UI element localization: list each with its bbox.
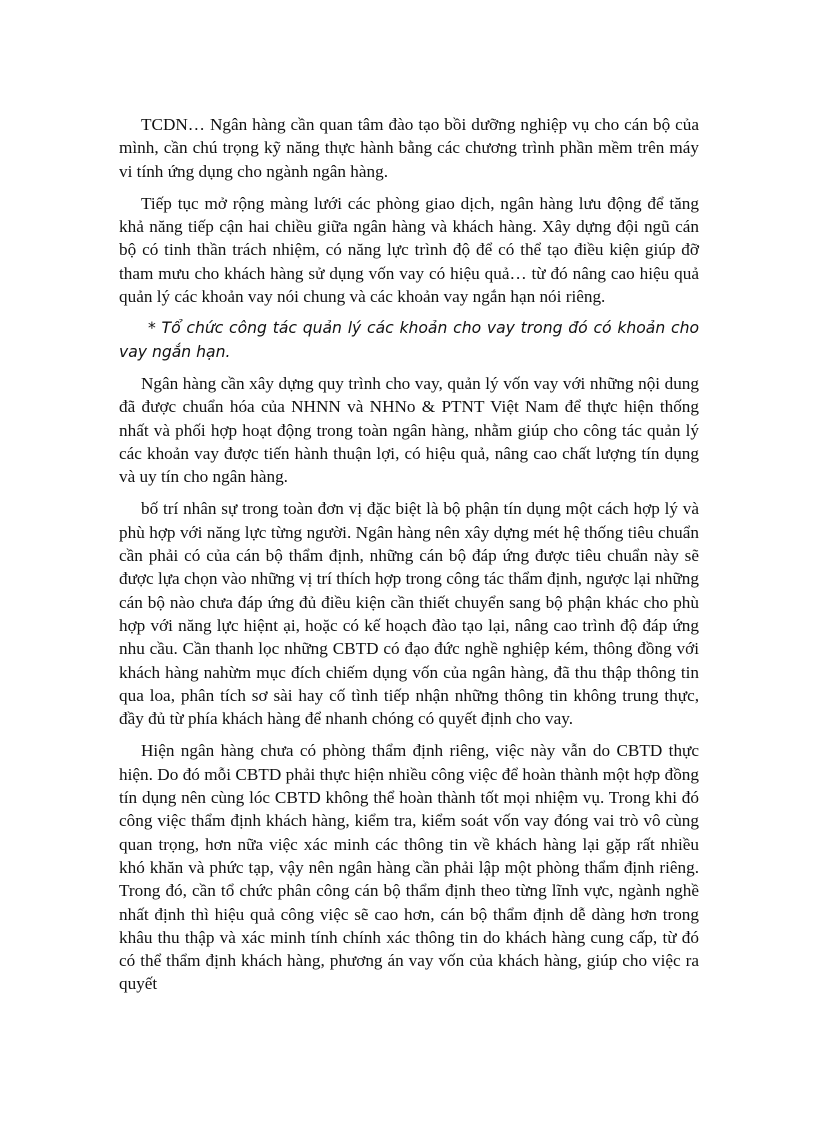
- paragraph-staffing: bố trí nhân sự trong toàn đơn vị đặc biệt là bộ phận tín dụng một cách hợp lý và phù hợp với năng lực từng người. Ngân hàng nên xây dựng mét hệ thống tiêu chuẩn cần phải có của cán bộ thẩm định, những cán bộ đáp ứng được tiêu chuẩn này sẽ được lựa chọn vào những vị trí thích hợp trong công tác thẩm định, ngược lại những cán bộ nào chưa đáp ứng đủ điều kiện cần thiết chuyển sang bộ phận khác cho phù hợp với năng lực hiệnt ại, hoặc có kế hoạch đào tạo lại, nâng cao trình độ đáp ứng nhu cầu. Cần thanh lọc những CBTD có đạo đức nghề nghiệp kém, thông đồng với khách hàng nahừm mục đích chiếm dụng vốn của ngân hàng, đã thu thập thông tin qua loa, phân tích sơ sài hay cố tình tiếp nhận những thông tin không trung thực, đầy đủ từ phía khách hàng để nhanh chóng có quyết định cho vay.: [119, 499, 699, 729]
- paragraph-appraisal-department: Hiện ngân hàng chưa có phòng thẩm định riêng, việc này vẫn do CBTD thực hiện. Do đó mỗi CBTD phải thực hiện nhiều công việc để hoàn thành một hợp đồng tín dụng nên cùng lóc CBTD không thể hoàn thành tốt mọi nhiệm vụ. Trong khi đó công việc thẩm định khách hàng, kiểm tra, kiểm soát vốn vay đóng vai trò vô cùng quan trọng, hơn nữa việc xác minh các thông tin về khách hàng lại gặp rất nhiều khó khăn và phức tạp, vậy nên ngân hàng cần phải lập một phòng thẩm định riêng. Trong đó, cần tổ chức phân công cán bộ thẩm định theo từng lĩnh vực, ngành nghề nhất định thì hiệu quả công việc sẽ cao hơn, cán bộ thẩm định dễ dàng hơn trong khâu thu thập và xác minh tính chính xác thông tin do khách hàng cung cấp, từ đó có thể thẩm định khách hàng, phương án vay vốn của khách hàng, giúp cho việc ra quyết: [119, 741, 699, 994]
- document-body: [119, 113, 699, 1005]
- paragraph-training: TCDN… Ngân hàng cần quan tâm đào tạo bồi dưỡng nghiệp vụ cho cán bộ của mình, cần chú trọng kỹ năng thực hành bằng các chương trình phần mềm trên máy vi tính ứng dụng cho ngành ngân hàng.: [119, 115, 699, 181]
- paragraph-network-expansion: Tiếp tục mở rộng màng lưới các phòng giao dịch, ngân hàng lưu động để tăng khả năng tiếp cận hai chiều giữa ngân hàng và khách hàng. Xây dựng đội ngũ cán bộ có tinh thần trách nhiệm, có năng lực trình độ để có thể tạo điều kiện giúp đỡ tham mưu cho khách hàng sử dụng vốn vay có hiệu quả… từ đó nâng cao hiệu quả quản lý các khoản vay nói chung và các khoản vay ngắn hạn nói riêng.: [119, 193, 699, 307]
- paragraph-lending-process: Ngân hàng cần xây dựng quy trình cho vay, quản lý vốn vay với những nội dung đã được chuẩn hóa của NHNN và NHNo & PTNT Việt Nam để thực hiện thống nhất và phối hợp hoạt động trong toàn ngân hàng, nhằm giúp cho công tác quản lý các khoản vay được tiến hành thuận lợi, có hiệu quả, nâng cao chất lượng tín dụng và uy tín cho ngân hàng.: [119, 373, 699, 487]
- paragraph-section-heading: * Tổ chức công tác quản lý các khoản cho vay trong đó có khoản cho vay ngắn hạn.: [119, 319, 699, 361]
